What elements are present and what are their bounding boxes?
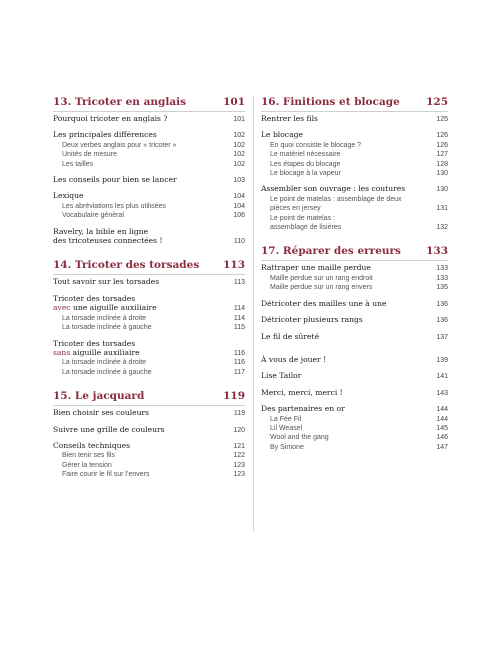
entry-label: Les principales différences [53,130,157,140]
toc-entry[interactable] [261,114,448,124]
toc-entry[interactable] [261,404,448,414]
entry-label: des tricoteuses connectées ! [53,236,163,246]
toc-entry[interactable] [53,277,245,287]
entry-label: Conseils techniques [53,440,130,450]
entry-page-number: 143 [436,389,448,397]
toc-subentry[interactable] [261,160,448,169]
toc-entry[interactable] [53,294,245,303]
entry-label: Pourquoi tricoter en anglais ? [53,114,168,123]
entry-label: assemblage de lisières [270,224,342,232]
entry-label: Rentrer les fils [261,114,318,123]
entry-label: By Simone [270,443,304,451]
toc-group [53,294,245,333]
toc-chapter [53,259,245,377]
entry-page-number: 104 [233,193,245,201]
entry-label: Vocabulaire général [62,212,124,220]
entry-label: Des partenaires en or [261,404,345,414]
toc-entry[interactable] [261,371,448,381]
chapter-page-number: 133 [426,245,448,258]
toc-entry[interactable] [53,348,245,358]
toc-entry[interactable] [261,299,448,309]
entry-label [53,348,230,357]
toc-group [261,355,448,365]
toc-group [261,263,448,292]
entry-label: Les conseils pour bien se lancer [53,175,177,185]
entry-page-number: 127 [436,151,448,159]
entry-page-number: 144 [436,406,448,414]
toc-chapter [53,390,245,479]
entry-label: Bien tenir ses fils [62,452,115,460]
entry-page-number: 130 [436,186,448,194]
entry-label: Wool and the gang [270,434,329,442]
toc-subentry[interactable] [261,195,448,204]
entry-page-number: 135 [436,284,448,292]
toc-group [53,408,245,418]
entry-highlight: sans [53,347,71,357]
toc-subentry[interactable] [261,204,448,213]
toc-entry[interactable] [53,130,245,140]
chapter-page-number: 119 [223,390,245,403]
toc-group [261,332,448,342]
toc-subentry[interactable] [53,141,245,150]
entry-page-number: 126 [436,141,448,149]
entry-label: Gérer la tension [62,461,112,469]
toc-subentry[interactable] [53,314,245,323]
toc-group [53,277,245,287]
toc-group [53,191,245,220]
entry-label: Les abréviations les plus utilisées [62,202,166,210]
entry-label: Lexique [53,191,84,201]
toc-subentry[interactable] [261,443,448,452]
toc-group [261,388,448,398]
entry-page-number: 119 [233,410,245,418]
entry-label: Lil Weasel [270,424,303,432]
toc-group [53,227,245,247]
entry-label: Bien choisir ses couleurs [53,408,150,418]
toc-subentry[interactable] [261,424,448,433]
entry-label: pièces en jersey [270,205,321,213]
toc-entry[interactable] [261,184,448,194]
entry-page-number: 113 [233,279,245,287]
entry-label: La torsade inclinée à gauche [62,368,152,376]
toc-subentry[interactable] [261,141,448,150]
toc-entry[interactable] [53,339,245,348]
toc-entry[interactable] [261,355,448,365]
toc-entry[interactable] [53,114,245,124]
entry-page-number: 136 [436,317,448,325]
toc-chapter [261,355,448,452]
entry-label: Les étapes du blocage [270,160,341,168]
entry-page-number: 114 [233,305,245,313]
entry-page-number: 121 [233,442,245,450]
entry-page-number: 147 [436,443,448,451]
entry-label: Assembler son ouvrage : les coutures [261,184,406,194]
entry-label: La torsade inclinée à gauche [62,324,152,332]
entry-page-number: 115 [233,324,245,332]
toc-entry[interactable] [53,303,245,313]
toc-group [261,184,448,232]
toc-group [53,441,245,480]
entry-page-number: 110 [233,238,245,246]
chapter-heading[interactable] [261,96,448,112]
toc-entry[interactable] [53,441,245,451]
chapter-heading[interactable] [261,245,448,261]
toc-entry[interactable] [53,175,245,185]
entry-label [53,303,230,312]
toc-subentry[interactable] [261,169,448,178]
entry-label: Le point de matelas : assemblage de deux [270,195,402,203]
toc-entry[interactable] [261,263,448,273]
entry-page-number: 145 [436,424,448,432]
entry-label: Merci, merci, merci ! [261,387,343,397]
entry-page-number: 117 [233,368,245,376]
entry-label: Détricoter des mailles une à une [261,298,387,308]
toc-subentry[interactable] [53,202,245,211]
entry-page-number: 120 [233,426,245,434]
toc-subentry[interactable] [261,283,448,292]
toc-subentry[interactable] [53,211,245,220]
toc-entry[interactable] [261,315,448,325]
entry-page-number: 146 [436,434,448,442]
entry-page-number: 133 [436,265,448,273]
entry-page-number: 102 [233,151,245,159]
chapter-title: 13. Tricoter en anglais [53,96,187,108]
toc-subentry[interactable] [53,368,245,377]
entry-page-number: 126 [436,132,448,140]
toc-entry[interactable] [53,191,245,201]
toc-group [53,425,245,435]
entry-page-number: 114 [233,314,245,322]
toc-entry[interactable] [261,388,448,398]
entry-label: Tricoter des torsades [53,293,136,303]
entry-label: Lise Tailor [261,371,302,381]
toc-chapter [53,96,245,246]
toc-group [261,315,448,325]
entry-label: Le fil de sûreté [261,331,320,341]
entry-label: Le blocage à la vapeur [270,170,341,178]
toc-subentry[interactable] [53,323,245,332]
chapter-heading[interactable] [53,259,245,275]
toc-subentry[interactable] [261,223,448,232]
chapter-page-number: 113 [223,259,245,272]
toc-subentry[interactable] [261,150,448,159]
toc-group [53,114,245,124]
entry-highlight: avec [53,303,71,313]
entry-text: une aiguille auxiliaire [70,303,157,313]
entry-label: Deux verbes anglais pour « tricoter » [62,141,177,149]
toc-chapter [261,96,448,232]
entry-label: Ravelry, la bible en ligne [53,226,149,236]
toc-column-right [261,96,448,465]
toc-subentry[interactable] [261,433,448,442]
entry-page-number: 122 [233,452,245,460]
entry-page-number: 103 [233,177,245,185]
entry-label: La torsade inclinée à droite [62,359,147,367]
chapter-title: 17. Réparer des erreurs [261,245,401,258]
toc-entry[interactable] [53,408,245,418]
toc-group [261,371,448,381]
entry-label: Les tailles [62,160,94,168]
toc-group [53,175,245,185]
entry-label: La torsade inclinée à droite [62,314,147,322]
toc-group [261,130,448,178]
entry-label: Le matériel nécessaire [270,151,341,159]
toc-subentry[interactable] [53,461,245,470]
entry-page-number: 102 [233,132,245,140]
entry-page-number: 123 [233,461,245,469]
entry-page-number: 144 [436,415,448,423]
toc-subentry[interactable] [261,274,448,283]
entry-page-number: 128 [436,160,448,168]
toc-subentry[interactable] [53,160,245,169]
toc-entry[interactable] [261,332,448,342]
entry-label: Unités de mesure [62,151,117,159]
entry-page-number: 139 [436,356,448,364]
column-divider [253,96,254,532]
entry-label: Le point de matelas : [270,214,335,222]
entry-label: En quoi consiste le blocage ? [270,141,362,149]
toc-column-left [53,96,245,493]
entry-label: Maille perdue sur un rang envers [270,284,373,292]
entry-page-number: 137 [436,333,448,341]
chapter-title: 16. Finitions et blocage [261,96,400,108]
toc-entry[interactable] [53,425,245,435]
toc-subentry[interactable] [53,470,245,479]
entry-page-number: 102 [233,141,245,149]
toc-group [261,404,448,452]
entry-page-number: 131 [436,205,448,213]
chapter-heading[interactable] [53,390,245,406]
entry-label: Le blocage [261,130,303,140]
entry-page-number: 125 [436,116,448,123]
entry-label: Maille perdue sur un rang endroit [270,274,373,282]
chapter-page-number: 125 [426,96,448,108]
toc-group [53,130,245,169]
chapter-title: 14. Tricoter des torsades [53,259,200,272]
toc-entry[interactable] [53,227,245,236]
chapter-page-number: 101 [223,96,245,108]
toc-entry[interactable] [53,236,245,246]
toc-subentry[interactable] [53,358,245,367]
entry-label: Rattraper une maille perdue [261,263,371,273]
entry-page-number: 102 [233,160,245,168]
entry-page-number: 101 [233,116,245,123]
entry-label: À vous de jouer ! [261,354,327,364]
entry-page-number: 106 [233,212,245,220]
entry-page-number: 116 [233,359,245,367]
entry-label: Détricoter plusieurs rangs [261,315,363,325]
entry-page-number: 104 [233,202,245,210]
toc-chapter [261,245,448,341]
entry-label: La Fée Fil [270,415,302,423]
toc-group [261,114,448,124]
toc-entry[interactable] [261,130,448,140]
entry-page-number: 116 [233,349,245,357]
toc-subentry[interactable] [261,214,448,223]
entry-page-number: 136 [436,300,448,308]
toc-subentry[interactable] [53,150,245,159]
entry-page-number: 123 [233,471,245,479]
toc-subentry[interactable] [53,451,245,460]
chapter-title: 15. Le jacquard [53,390,145,403]
entry-text: aiguille auxiliaire [70,347,140,357]
entry-label: Faire courir le fil sur l’envers [62,471,150,479]
toc-subentry[interactable] [261,415,448,424]
entry-label: Tricoter des torsades [53,338,136,348]
entry-page-number: 132 [436,224,448,232]
chapter-heading[interactable] [53,96,245,112]
entry-page-number: 141 [436,373,448,381]
entry-page-number: 130 [436,170,448,178]
toc-group [261,299,448,309]
entry-label: Suivre une grille de couleurs [53,424,165,434]
entry-label: Tout savoir sur les torsades [53,277,160,287]
toc-group [53,339,245,378]
entry-page-number: 133 [436,274,448,282]
